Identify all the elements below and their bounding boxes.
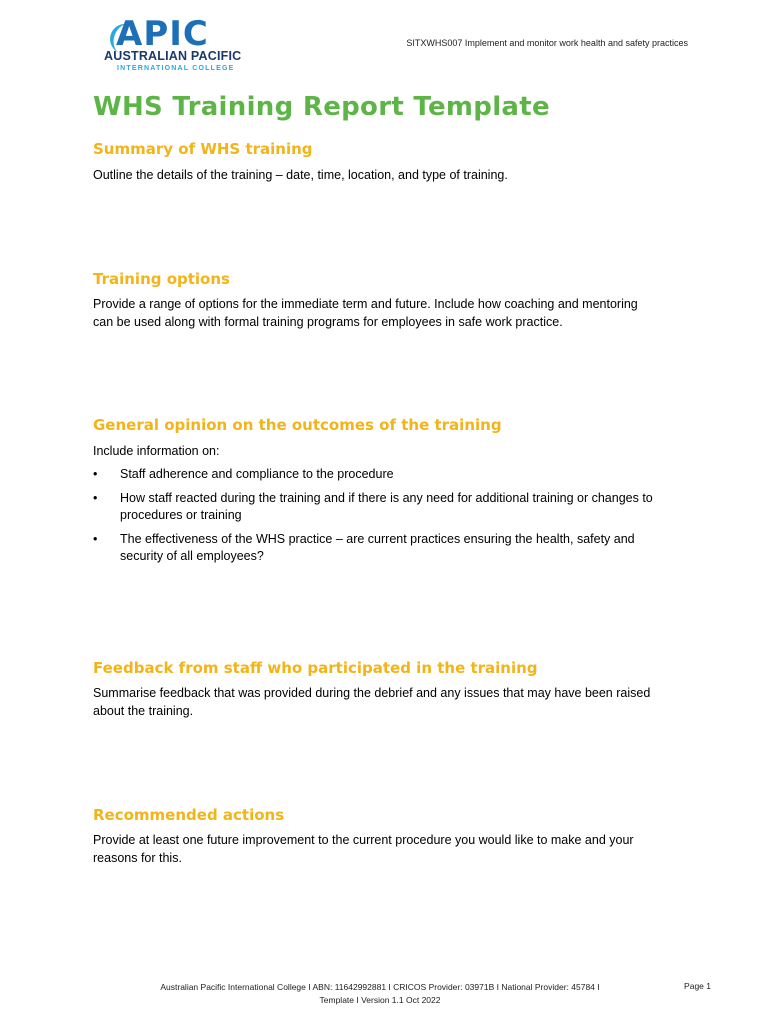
- bullet-text-line: procedures or training: [120, 508, 242, 522]
- bullet-icon: •: [93, 532, 98, 546]
- section-text-recommended-actions: [93, 831, 683, 867]
- section-heading-summary: Summary of WHS training: [93, 140, 313, 158]
- page-footer: [120, 981, 640, 1007]
- text-line: Provide a range of options for the immediate term and future. Include how coaching and mentoring: [93, 297, 638, 311]
- logo-line-1: AUSTRALIAN PACIFIC: [104, 49, 242, 63]
- section-text-training-options: [93, 295, 683, 331]
- document-body: [93, 92, 693, 865]
- section-heading-general-opinion: General opinion on the outcomes of the training: [93, 416, 502, 434]
- bullet-text-line: security of all employees?: [120, 549, 264, 563]
- page-number: Page 1: [684, 981, 711, 991]
- section-text-summary: Outline the details of the training – date, time, location, and type of training.: [93, 168, 508, 182]
- text-line: Provide at least one future improvement to the current procedure you would like to make and your: [93, 833, 634, 847]
- bullet-icon: •: [93, 467, 98, 481]
- bullet-item: [93, 490, 683, 524]
- logo-line-2: INTERNATIONAL COLLEGE: [117, 65, 235, 72]
- footer-line-2: Template I Version 1.1 Oct 2022: [319, 995, 441, 1005]
- unit-code-header: SITXWHS007 Implement and monitor work health and safety practices: [406, 38, 688, 48]
- section-intro-general-opinion: Include information on:: [93, 444, 220, 458]
- bullet-text-line: The effectiveness of the WHS practice – are current practices ensuring the health, safety and: [120, 532, 635, 546]
- bullet-item: [93, 466, 683, 483]
- section-heading-recommended-actions: Recommended actions: [93, 806, 285, 824]
- text-line: reasons for this.: [93, 851, 182, 865]
- footer-line-1: Australian Pacific International College I ABN: 11642992881 I CRICOS Provider: 03971B I National Provider: 45784 I: [160, 982, 600, 992]
- bullet-item: [93, 531, 683, 565]
- text-line: can be used along with formal training programs for employees in safe work practice.: [93, 315, 563, 329]
- bullet-text: Staff adherence and compliance to the procedure: [120, 467, 394, 481]
- logo-wordmark: APIC: [116, 14, 209, 54]
- page-title: WHS Training Report Template: [93, 92, 550, 122]
- section-text-feedback: [93, 684, 683, 720]
- bullet-icon: •: [93, 491, 98, 505]
- text-line: about the training.: [93, 704, 194, 718]
- section-heading-feedback: Feedback from staff who participated in the training: [93, 659, 538, 677]
- bullet-text-line: How staff reacted during the training and if there is any need for additional training or changes to: [120, 491, 653, 505]
- section-heading-training-options: Training options: [93, 270, 230, 288]
- text-line: Summarise feedback that was provided during the debrief and any issues that may have been raised: [93, 686, 651, 700]
- college-logo: [100, 14, 242, 72]
